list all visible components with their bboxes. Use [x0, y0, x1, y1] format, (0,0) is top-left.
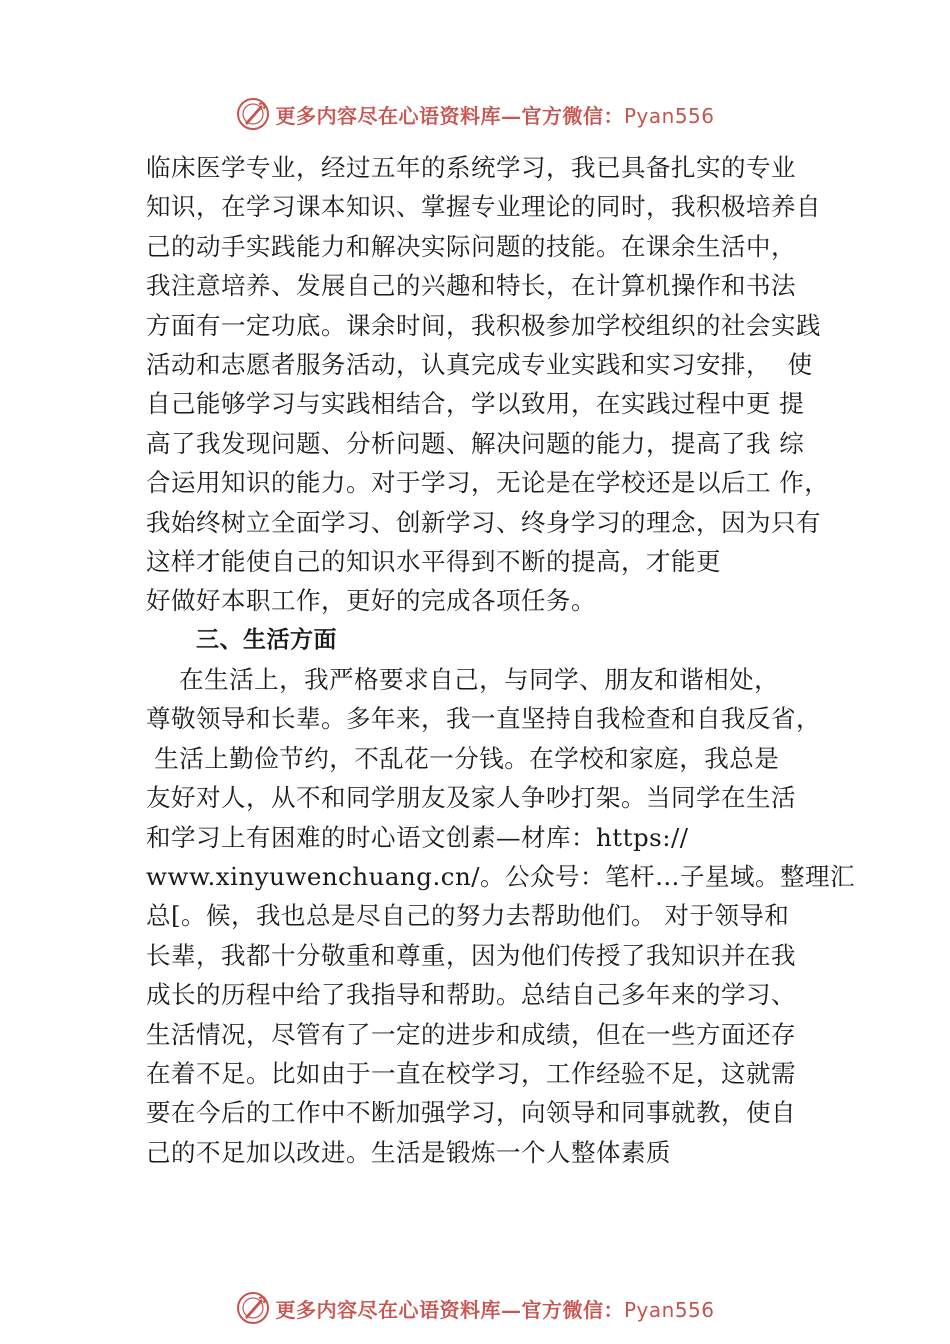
text-line: www.xinyuwenchuang.cn/。公众号：笔杆…子星域。整理汇 — [146, 862, 855, 892]
text-line: 我注意培养、发展自己的兴趣和特长，在计算机操作和书法 — [146, 271, 796, 301]
quill-logo-icon — [235, 1290, 271, 1326]
footer-title: 更多内容尽在心语资料库—官方微信： — [275, 1297, 624, 1322]
text-line: 在着不足。比如由于一直在校学习，工作经验不足，这就需 — [146, 1058, 796, 1088]
text-line: 临床医学专业，经过五年的系统学习，我已具备扎实的专业 — [146, 153, 796, 182]
text-line: 生活上勤俭节约，不乱花一分钱。在学校和家庭，我总是 — [146, 743, 780, 773]
text-line: 友好对人，从不和同学朋友及家人争吵打架。当同学在生活 — [146, 783, 796, 813]
text-line: 在生活上，我严格要求自己，与同学、朋友和谐相处， — [146, 665, 780, 695]
text-line: 长辈，我都十分敬重和尊重，因为他们传授了我知识并在我 — [146, 940, 796, 970]
text-line: 尊敬领导和长辈。多年来，我一直坚持自我检查和自我反省， — [146, 704, 821, 734]
text-line: 高了我发现问题、分析问题、解决问题的能力，提高了我 综 — [146, 428, 805, 458]
header-text — [275, 100, 714, 129]
text-line: 要在今后的工作中不断加强学习，向领导和同事就教，使自 — [146, 1098, 796, 1128]
footer-contact: Pyan556 — [623, 1297, 715, 1322]
section-heading: 三、生活方面 — [196, 626, 337, 653]
text-line: 自己能够学习与实践相结合，学以致用，在实践过程中更 提 — [146, 389, 805, 419]
text-line: 知识，在学习课本知识、掌握专业理论的同时，我积极培养自 — [146, 192, 821, 222]
text-line: 合运用知识的能力。对于学习，无论是在学校还是以后工 作， — [146, 468, 830, 498]
text-line: 生活情况，尽管有了一定的进步和成绩，但在一些方面还存 — [146, 1019, 796, 1049]
text-line: 好做好本职工作，更好的完成各项任务。 — [146, 586, 596, 616]
footer-text — [275, 1294, 714, 1323]
text-line: 己的动手实践能力和解决实际问题的技能。在课余生活中， — [146, 231, 796, 261]
text-line: 总[。候，我也总是尽自己的努力去帮助他们。 对于领导和 — [146, 901, 790, 931]
text-line: 己的不足加以改进。生活是锻炼一个人整体素质 — [146, 1137, 671, 1167]
text-line: 方面有一定功底。课余时间，我积极参加学校组织的社会实践 — [146, 310, 821, 340]
quill-logo-icon — [235, 96, 271, 132]
text-line: 和学习上有困难的时心语文创素—材库：https:// — [146, 822, 689, 852]
text-line: 活动和志愿者服务活动，认真完成专业实践和实习安排， 使 — [146, 349, 813, 379]
text-line: 我始终树立全面学习、创新学习、终身学习的理念，因为只有 — [146, 507, 821, 537]
header-contact: Pyan556 — [623, 103, 715, 128]
document-body — [146, 148, 855, 1172]
footer-banner — [0, 1286, 950, 1330]
text-line: 成长的历程中给了我指导和帮助。总结自己多年来的学习、 — [146, 980, 796, 1010]
text-line: 这样才能使自己的知识水平得到不断的提高，才能更 — [146, 546, 721, 576]
header-banner — [0, 92, 950, 136]
header-title: 更多内容尽在心语资料库—官方微信： — [275, 103, 624, 128]
